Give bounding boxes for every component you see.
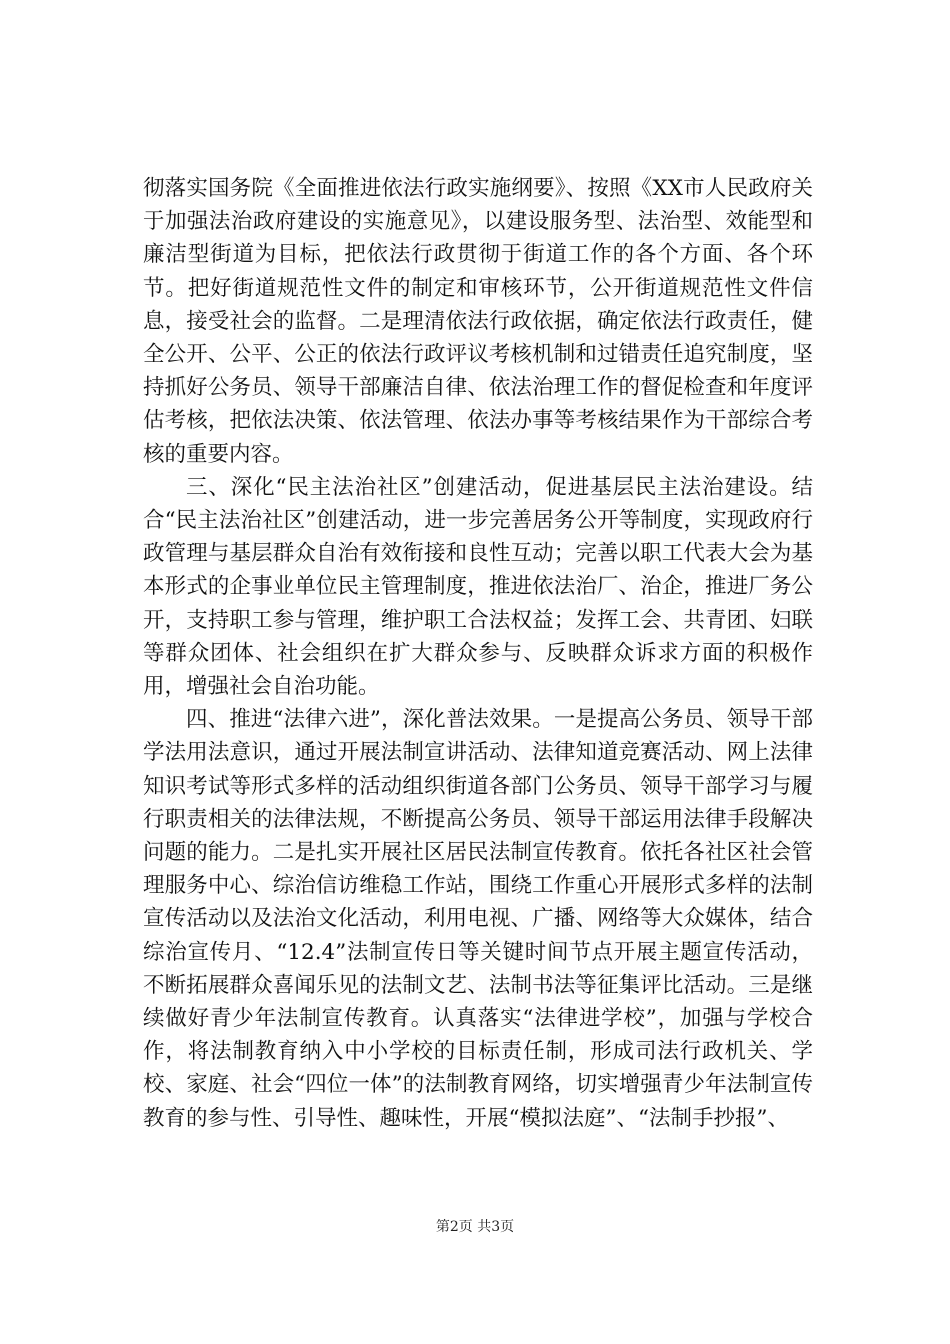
document-body <box>143 172 813 1135</box>
paragraph-continuation: 彻落实国务院《全面推进依法行政实施纲要》、按照《XX市人民政府关于加强法治政府建设的实施意见》，以建设服务型、法治型、效能型和廉洁型街道为目标，把依法行政贯彻于街道工作的各个方面、各个环节。把好街道规范性文件的制定和审核环节，公开街道规范性文件信息，接受社会的监督。二是理清依法行政依据，确定依法行政责任，健全公开、公平、公正的依法行政评议考核机制和过错责任追究制度，坚持抓好公务员、领导干部廉洁自律、依法治理工作的督促检查和年度评估考核，把依法决策、依法管理、依法办事等考核结果作为干部综合考核的重要内容。 <box>143 176 813 467</box>
page-number-footer: 第2页 共3页 <box>435 1219 515 1235</box>
paragraph-section-three: 三、深化“民主法治社区”创建活动，促进基层民主法治建设。结合“民主法治社区”创建活动，进一步完善居务公开等制度，实现政府行政管理与基层群众自治有效衔接和良性互动；完善以职工代表大会为基本形式的企事业单位民主管理制度，推进依法治厂、治企，推进厂务公开，支持职工参与管理，维护职工合法权益；发挥工会、共青团、妇联等群众团体、社会组织在扩大群众参与、反映群众诉求方面的积极作用，增强社会自治功能。 <box>143 474 813 700</box>
paragraph-section-four: 四、推进“法律六进”，深化普法效果。一是提高公务员、领导干部学法用法意识，通过开展法制宣讲活动、法律知道竞赛活动、网上法律知识考试等形式多样的活动组织街道各部门公务员、领导干部学习与履行职责相关的法律法规，不断提高公务员、领导干部运用法律手段解决问题的能力。二是扎实开展社区居民法制宣传教育。依托各社区社会管理服务中心、综治信访维稳工作站，围绕工作重心开展形式多样的法制宣传活动以及法治文化活动，利用电视、广播、网络等大众媒体，结合综治宣传月、“12.4”法制宣传日等关键时间节点开展主题宣传活动，不断拓展群众喜闻乐见的法制文艺、法制书法等征集评比活动。三是继续做好青少年法制宣传教育。认真落实“法律进学校”，加强与学校合作，将法制教育纳入中小学校的目标责任制，形成司法行政机关、学校、家庭、社会“四位一体”的法制教育网络，切实增强青少年法制宣传教育的参与性、引导性、趣味性，开展“模拟法庭”、“法制手抄报”、 <box>143 707 813 1131</box>
